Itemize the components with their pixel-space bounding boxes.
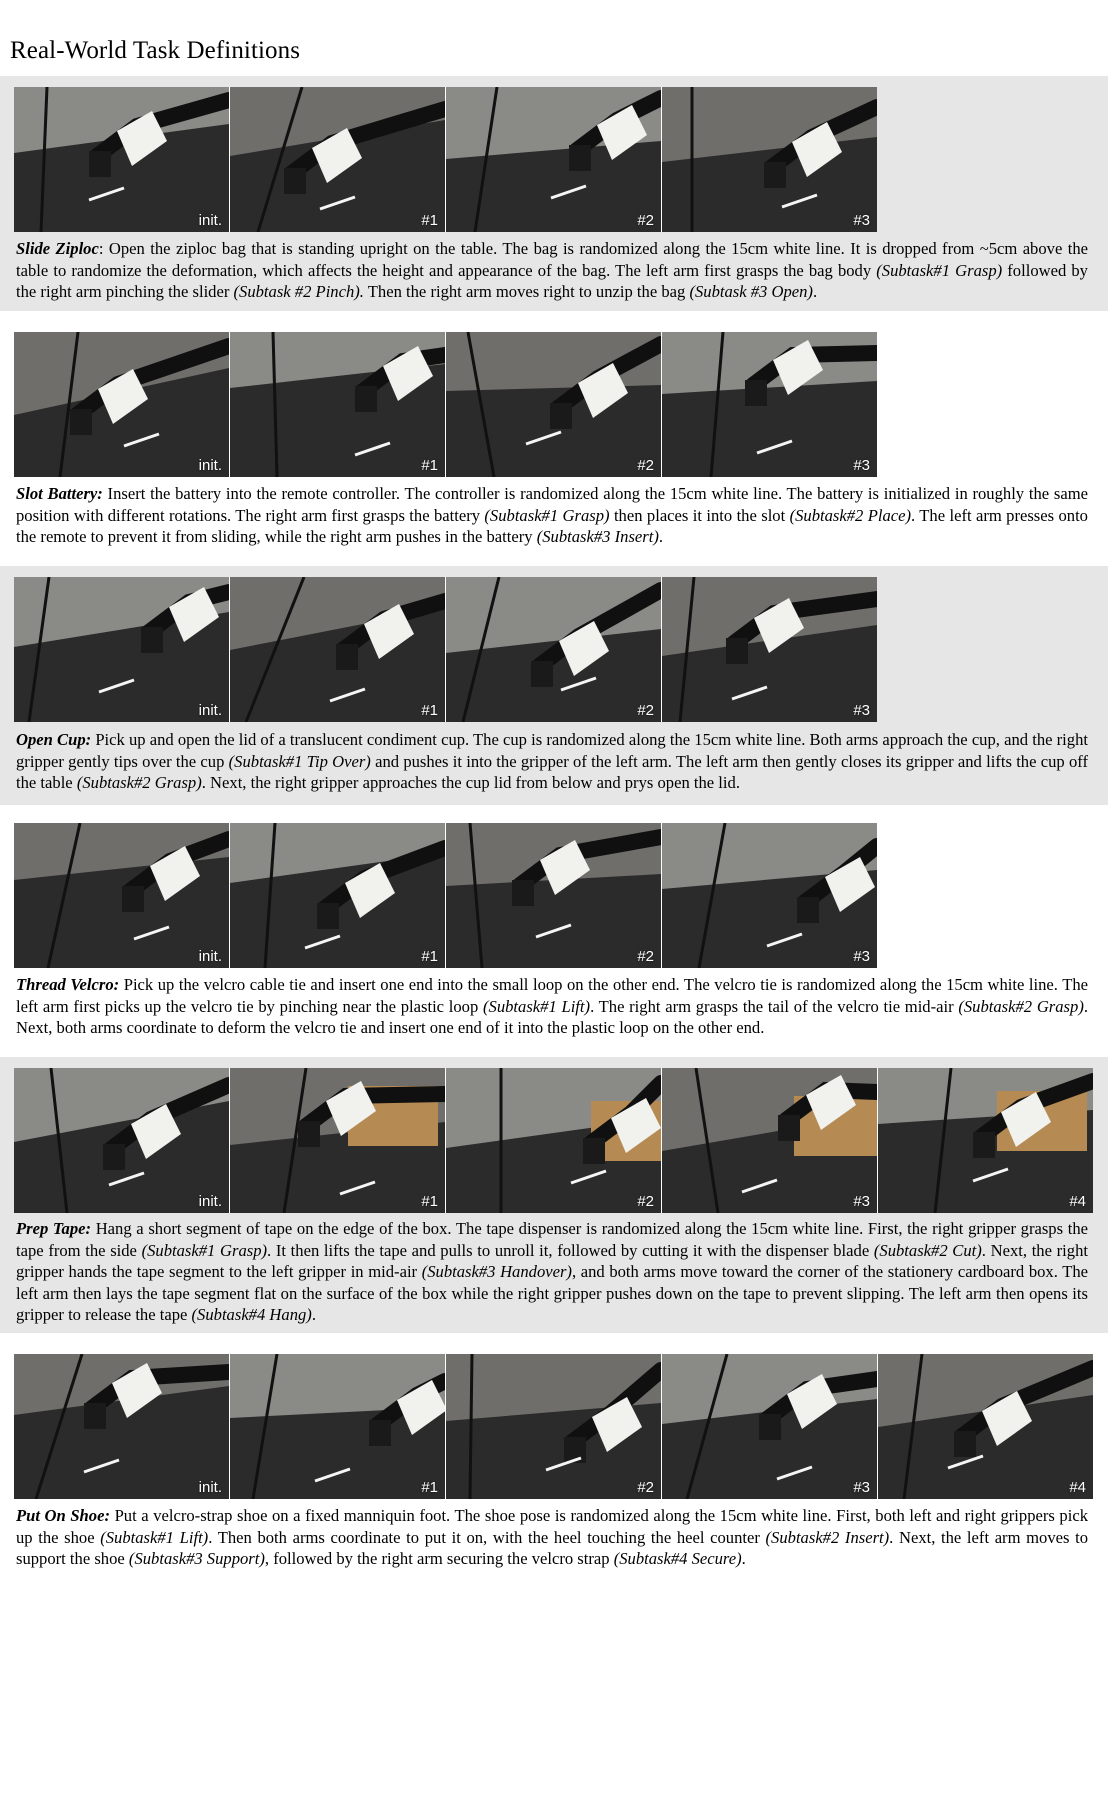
frame-label: #2	[637, 702, 654, 719]
task-description	[16, 1218, 1088, 1326]
description-text: Pick up the velcro cable tie and insert one end into the small loop on the other end. The velcro tie is randomized along the 15cm white line. The left arm first picks up the velcro tie by pinching near the plastic loop	[16, 975, 1088, 1016]
description-text: . Next, the left arm moves to support the shoe	[16, 1527, 1089, 1568]
robot-photo	[230, 1354, 445, 1499]
frame-image	[14, 1068, 229, 1213]
task-description	[16, 483, 1088, 548]
robot-photo	[662, 332, 877, 477]
subtask-label: (Subtask#3 Support)	[128, 1549, 265, 1568]
subtask-label: (Subtask#1 Tip Over)	[228, 751, 371, 771]
robot-photo	[14, 1354, 229, 1499]
robot-photo	[14, 577, 229, 722]
frame-image	[14, 332, 229, 477]
task-description	[16, 974, 1088, 1039]
subtask-label: (Subtask#1 Grasp)	[141, 1240, 268, 1260]
frame-image	[14, 87, 229, 232]
frame-label: #1	[421, 457, 438, 474]
frame-image	[230, 332, 445, 477]
subtask-label: (Subtask#2 Place)	[789, 505, 912, 525]
subtask-label: (Subtask #2 Pinch).	[233, 282, 364, 301]
description-text: then places it into the slot	[609, 505, 790, 525]
frame-strip	[14, 87, 877, 232]
description-text: . The right arm grasps the tail of the velcro tie mid-air	[590, 996, 959, 1016]
frame-label: init.	[198, 212, 222, 229]
task-description	[16, 729, 1088, 794]
robot-photo	[878, 1068, 1093, 1213]
subtask-label: (Subtask#4 Hang)	[191, 1305, 312, 1324]
frame-image	[230, 1068, 445, 1213]
frame-label: #3	[853, 212, 870, 229]
frame-image	[230, 1354, 445, 1499]
subtask-label: (Subtask#3 Insert)	[536, 527, 659, 546]
frame-label: #3	[853, 702, 870, 719]
frame-label: #1	[421, 948, 438, 965]
frame-label: #3	[853, 457, 870, 474]
description-text: Hang a short segment of tape on the edge of the box. The tape dispenser is randomized along the 15cm white line. First, the right gripper grasps the tape from the side	[16, 1219, 1088, 1260]
frame-label: #3	[853, 948, 870, 965]
frame-strip	[14, 823, 877, 968]
frame-label: init.	[198, 702, 222, 719]
subtask-label: (Subtask #3 Open)	[689, 282, 813, 301]
description-text: . Next, the right gripper hands the tape segment to the left gripper in mid-air	[16, 1240, 1088, 1281]
frame-strip	[14, 577, 877, 722]
description-text: .	[658, 527, 664, 546]
robot-photo	[446, 823, 661, 968]
description-text: Insert the battery into the remote controller. The controller is randomized along the 15cm white line. The battery is initialized in roughly the same position with different rotations. The right arm first grasps the battery	[16, 484, 1088, 525]
frame-image	[14, 1354, 229, 1499]
frame-strip	[14, 1068, 1093, 1213]
frame-image	[14, 823, 229, 968]
frame-image	[662, 87, 877, 232]
task-slide-ziploc	[0, 76, 1108, 311]
subtask-label: (Subtask#1 Lift)	[483, 996, 591, 1016]
robot-photo	[230, 577, 445, 722]
description-text: and pushes it into the gripper of the left arm. The left arm then gently closes its gripper and lifts the cup off the table	[16, 751, 1088, 792]
frame-strip	[14, 1354, 1093, 1499]
task-name: Slot Battery:	[16, 484, 103, 503]
frame-image	[446, 332, 661, 477]
frame-label: #2	[637, 212, 654, 229]
task-description: Slide Ziploc: Open the ziploc bag that is standing upright on the table. The bag is randomized along the 15cm white line. It is dropped from ~5cm above the table to randomize the deformation, which affects the height and appearance of the bag. The left arm first grasps the bag body (Subtask#1 Grasp) followed by the right arm pinching the slider (Subtask #2 Pinch). Then the right arm moves right to unzip the bag (Subtask #3 Open).	[16, 239, 1089, 301]
frame-label: #2	[637, 1193, 654, 1210]
description-text: Pick up and open the lid of a translucent condiment cup. The cup is randomized along the 15cm white line. Both arms approach the cup, and the right gripper gently tips over the cup	[16, 730, 1088, 771]
frame-label: #1	[421, 1479, 438, 1496]
frame-label: #4	[1069, 1479, 1086, 1496]
robot-photo	[662, 87, 877, 232]
description-text: , followed by the right arm securing the velcro strap	[264, 1549, 614, 1568]
robot-photo	[662, 577, 877, 722]
robot-photo	[662, 1354, 877, 1499]
robot-photo	[662, 823, 877, 968]
frame-strip	[14, 332, 877, 477]
robot-photo	[662, 1068, 877, 1213]
frame-image	[230, 577, 445, 722]
description-text: . It then lifts the tape and pulls to unroll it, followed by cutting it with the dispenser blade	[267, 1240, 874, 1260]
frame-image	[878, 1354, 1093, 1499]
task-open-cup	[0, 566, 1108, 805]
frame-image	[446, 577, 661, 722]
robot-photo	[230, 1068, 445, 1213]
robot-photo	[14, 332, 229, 477]
frame-label: init.	[198, 948, 222, 965]
robot-photo	[14, 1068, 229, 1213]
robot-photo	[230, 87, 445, 232]
task-thread-velcro	[0, 812, 1108, 1042]
frame-image	[662, 1068, 877, 1213]
description-text: followed by the right arm pinching the slider	[16, 260, 1088, 301]
frame-label: #3	[853, 1479, 870, 1496]
frame-image	[662, 332, 877, 477]
description-text: . The left arm presses onto the remote to prevent it from sliding, while the right arm pushes in the battery	[16, 505, 1088, 546]
frame-image	[662, 577, 877, 722]
description-text: .	[812, 282, 818, 301]
task-description	[16, 1505, 1088, 1570]
task-name: Thread Velcro:	[16, 975, 120, 994]
frame-image	[446, 1354, 661, 1499]
robot-photo	[230, 332, 445, 477]
robot-photo	[14, 823, 229, 968]
subtask-label: (Subtask#2 Cut)	[873, 1240, 982, 1260]
frame-image	[230, 823, 445, 968]
robot-photo	[446, 1068, 661, 1213]
subtask-label: (Subtask#1 Grasp)	[484, 505, 610, 525]
description-text: , and both arms move toward the corner of the stationery cardboard box. The left arm then lays the tape segment flat on the surface of the box while the right gripper pushes down on the tape to prevent slipping. The left arm then opens its gripper to release the tape	[16, 1262, 1088, 1324]
description-text: Put a velcro-strap shoe on a fixed manniquin foot. The shoe pose is randomized along the 15cm white line. First, both left and right grippers pick up the shoe	[16, 1506, 1088, 1547]
frame-label: init.	[198, 1193, 222, 1210]
robot-photo	[14, 87, 229, 232]
description-text: . Next, the right gripper approaches the cup lid from below and prys open the lid.	[201, 773, 740, 792]
subtask-label: (Subtask#1 Grasp)	[876, 260, 1003, 280]
task-name: Slide Ziploc	[16, 239, 99, 258]
frame-label: #3	[853, 1193, 870, 1210]
task-name: Open Cup:	[16, 730, 92, 749]
frame-image	[662, 823, 877, 968]
robot-photo	[446, 332, 661, 477]
frame-image	[14, 577, 229, 722]
page-title: Real-World Task Definitions	[10, 37, 301, 64]
description-text: . Next, both arms coordinate to deform the velcro tie and insert one end of it into the plastic loop on the other end.	[16, 996, 1088, 1037]
task-name: Put On Shoe:	[16, 1506, 110, 1525]
task-prep-tape	[0, 1057, 1108, 1333]
frame-image	[662, 1354, 877, 1499]
frame-label: #2	[637, 948, 654, 965]
description-text: .	[741, 1549, 746, 1568]
subtask-label: (Subtask#2 Grasp)	[76, 773, 202, 792]
subtask-label: (Subtask#3 Handover)	[421, 1262, 572, 1281]
subtask-label: (Subtask#1 Lift)	[100, 1527, 209, 1547]
robot-photo	[446, 577, 661, 722]
description-text: Open the ziploc bag that is standing upright on the table. The bag is randomized along the 15cm white line. It is dropped from ~5cm above the table to randomize the deformation, which affects the height and appearance of the bag. The left arm first grasps the bag body	[16, 239, 1089, 280]
task-put-on-shoe	[0, 1343, 1108, 1583]
description-text: .	[311, 1305, 316, 1324]
frame-image	[878, 1068, 1093, 1213]
robot-photo	[878, 1354, 1093, 1499]
task-slot-battery	[0, 321, 1108, 551]
frame-label: #1	[421, 1193, 438, 1210]
task-name: Prep Tape:	[16, 1219, 92, 1238]
frame-label: #2	[637, 457, 654, 474]
frame-label: init.	[198, 457, 222, 474]
subtask-label: (Subtask#2 Insert)	[765, 1527, 890, 1547]
description-text: . Then both arms coordinate to put it on, with the heel touching the heel counter	[208, 1527, 766, 1547]
description-text: Then the right arm moves right to unzip the bag	[363, 282, 690, 301]
frame-label: init.	[198, 1479, 222, 1496]
frame-image	[446, 87, 661, 232]
frame-image	[446, 823, 661, 968]
frame-label: #1	[421, 702, 438, 719]
robot-photo	[446, 87, 661, 232]
frame-image	[446, 1068, 661, 1213]
robot-photo	[446, 1354, 661, 1499]
frame-label: #4	[1069, 1193, 1086, 1210]
subtask-label: (Subtask#4 Secure)	[613, 1549, 742, 1568]
frame-image	[230, 87, 445, 232]
frame-label: #1	[421, 212, 438, 229]
subtask-label: (Subtask#2 Grasp)	[958, 996, 1084, 1016]
robot-photo	[230, 823, 445, 968]
frame-label: #2	[637, 1479, 654, 1496]
